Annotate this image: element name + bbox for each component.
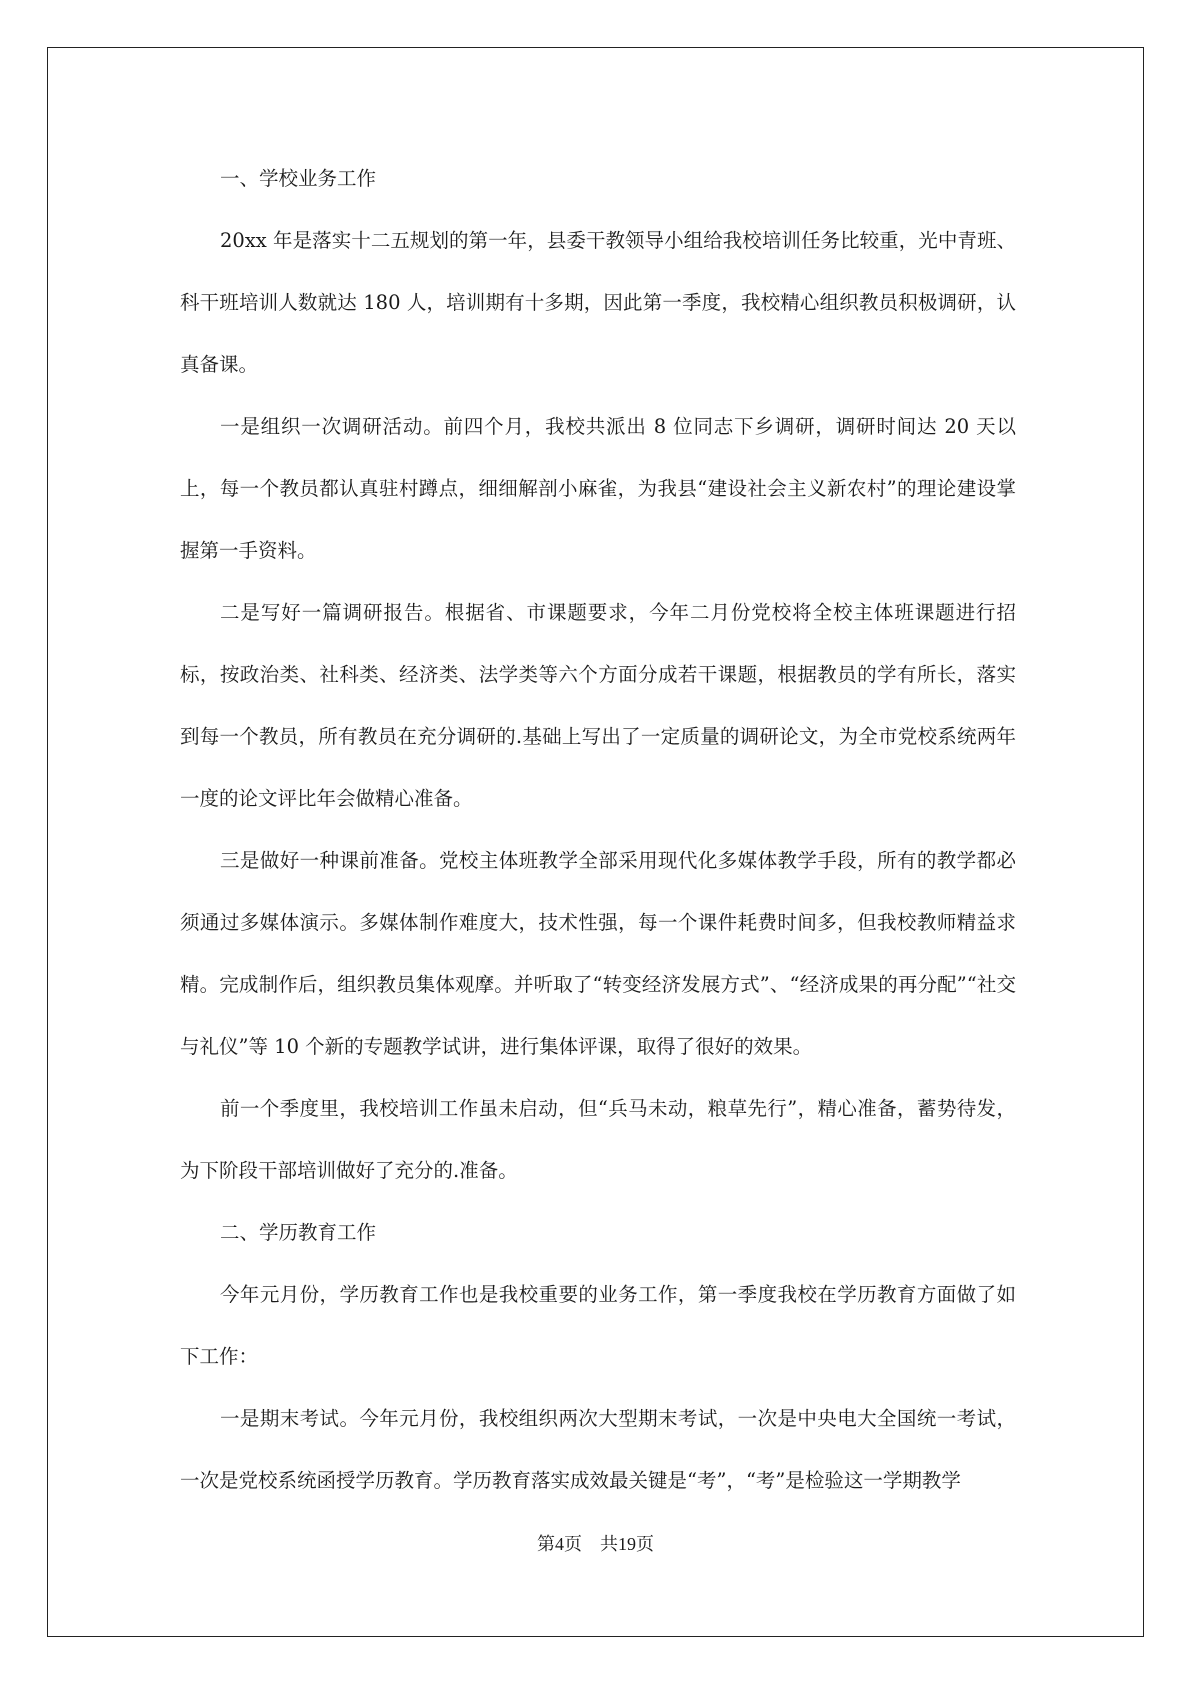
page-footer: [0, 1530, 1191, 1556]
paragraph: 20xx 年是落实十二五规划的第一年，县委干教领导小组给我校培训任务比较重，光中青班、科干班培训人数就达 180 人，培训期有十多期，因此第一季度，我校精心组织教员积极调研，认真备课。: [180, 229, 1016, 376]
paragraph: 三是做好一种课前准备。党校主体班教学全部采用现代化多媒体教学手段，所有的教学都必须通过多媒体演示。多媒体制作难度大，技术性强，每一个课件耗费时间多，但我校教师精益求精。完成制作后，组织教员集体观摩。并听取了“转变经济发展方式”、“经济成果的再分配”“社交与礼仪”等 10 个新的专题教学试讲，进行集体评课，取得了很好的效果。: [180, 849, 1016, 1058]
document-body: [180, 148, 1016, 1512]
paragraph: 一是组织一次调研活动。前四个月，我校共派出 8 位同志下乡调研，调研时间达 20 天以上，每一个教员都认真驻村蹲点，细细解剖小麻雀，为我县“建设社会主义新农村”的理论建设掌握第一手资料。: [180, 415, 1016, 562]
paragraph: 前一个季度里，我校培训工作虽未启动，但“兵马未动，粮草先行”，精心准备，蓄势待发，为下阶段干部培训做好了充分的.准备。: [180, 1097, 1016, 1182]
paragraph: 今年元月份，学历教育工作也是我校重要的业务工作，第一季度我校在学历教育方面做了如下工作：: [180, 1283, 1016, 1368]
paragraph: 二是写好一篇调研报告。根据省、市课题要求，今年二月份党校将全校主体班课题进行招标，按政治类、社科类、经济类、法学类等六个方面分成若干课题，根据教员的学有所长，落实到每一个教员，所有教员在充分调研的.基础上写出了一定质量的调研论文，为全市党校系统两年一度的论文评比年会做精心准备。: [180, 601, 1016, 810]
section-heading-2: 二、学历教育工作: [220, 1221, 377, 1244]
page-total: 共19页: [600, 1534, 654, 1554]
section-heading-1: 一、学校业务工作: [220, 167, 377, 190]
paragraph: 一是期末考试。今年元月份，我校组织两次大型期末考试，一次是中央电大全国统一考试，一次是党校系统函授学历教育。学历教育落实成效最关键是“考”，“考”是检验这一学期教学: [180, 1407, 1016, 1492]
page-number: 第4页: [537, 1534, 582, 1554]
